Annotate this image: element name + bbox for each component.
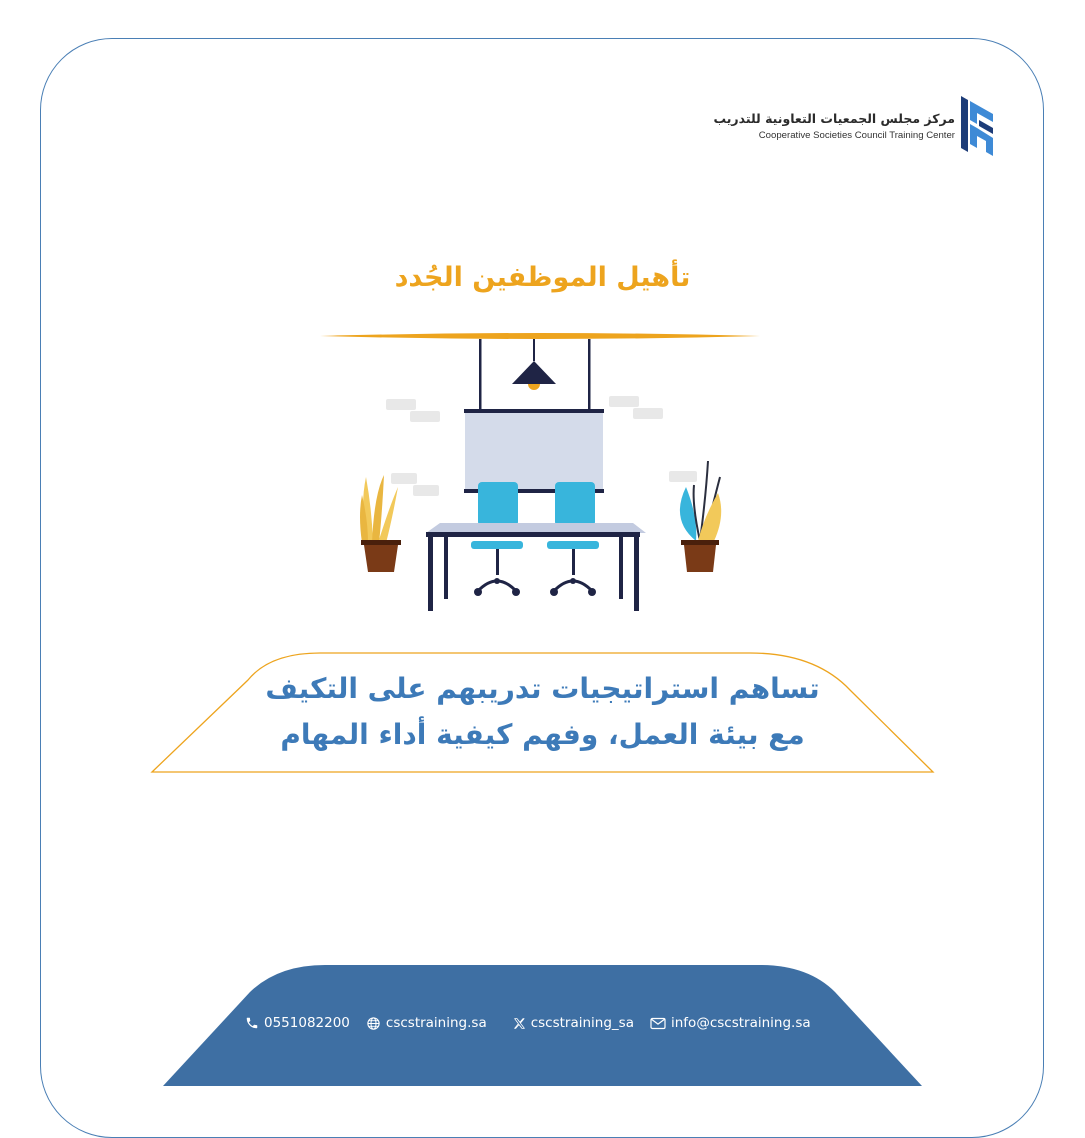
contact-x[interactable]	[513, 1015, 634, 1031]
footer-contacts	[245, 1015, 865, 1031]
contact-website[interactable]	[366, 1015, 487, 1031]
contact-email[interactable]	[650, 1015, 811, 1031]
message-line-2: مع بيئة العمل، وفهم كيفية أداء المهام	[280, 718, 805, 751]
email-address: info@cscstraining.sa	[671, 1015, 811, 1031]
phone-number: 0551082200	[264, 1015, 350, 1031]
page-headline: تأهيل الموظفين الجُدد	[394, 262, 691, 293]
csc-logo-icon	[961, 96, 995, 156]
logo-english-name: Cooperative Societies Council Training Center	[758, 129, 955, 141]
mail-icon	[650, 1017, 666, 1030]
phone-icon	[245, 1016, 259, 1030]
globe-icon	[366, 1016, 381, 1031]
message-line-1: تساهم استراتيجيات تدريبهم على التكيف	[265, 672, 820, 705]
message-text	[150, 666, 935, 758]
office-desk-illustration	[300, 325, 780, 625]
website-url: cscstraining.sa	[385, 1015, 487, 1031]
x-logo-icon	[513, 1017, 526, 1030]
logo-arabic-name: مركز مجلس الجمعيات التعاونية للتدريب	[713, 110, 955, 126]
organization-logo	[714, 96, 996, 156]
logo-text	[714, 111, 956, 142]
contact-phone[interactable]	[245, 1015, 350, 1031]
x-handle: cscstraining_sa	[530, 1015, 634, 1031]
